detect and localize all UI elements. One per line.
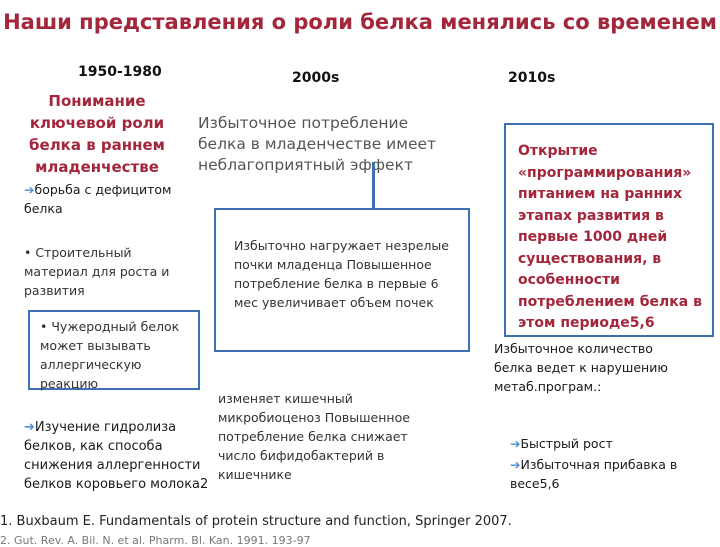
col2-heading: Избыточное потребление белка в младенчестве имеет неблагоприятный эффект (198, 114, 437, 174)
page-title: Наши представления о роли белка менялись со временем (3, 10, 717, 34)
col3-box-text: Открытие «программирования» питанием на ранних этапах развития в первые 1000 дней существования, в особенности потреблением белка в этом периоде5,6 (518, 143, 702, 331)
col3-item2 (510, 455, 690, 493)
era-2000s: 2000s (292, 70, 340, 86)
arrow-icon: ➔ (510, 436, 521, 451)
era-1950-1980: 1950-1980 (78, 64, 162, 80)
col3-programming-box (504, 123, 714, 337)
col2-text2: изменяет кишечный микробиоценоз Повышенное потребление белка снижает число бифидобактерий в кишечнике (218, 391, 410, 482)
col1-point1-text: борьба с дефицитом белка (24, 182, 172, 216)
col3-item2-text: Избыточная прибавка в весе5,6 (510, 457, 678, 491)
col1-point4 (24, 418, 214, 494)
col3-item1-text: Быстрый рост (520, 436, 613, 451)
col1-heading: Понимание ключевой роли белка в раннем младенчестве (29, 92, 165, 176)
arrow-icon: ➔ (24, 182, 35, 197)
col1-allergy-box (28, 310, 200, 390)
col3-text2: Избыточное количество белка ведет к нарушению метаб.програм.: (494, 341, 668, 394)
col2-box-text: Избыточно нагружает незрелые почки младенца Повышенное потребление белка в первые 6 мес увеличивает объем почек (234, 238, 449, 310)
col1-point2: • Строительный материал для роста и развития (24, 245, 170, 298)
col1-point3: • Чужеродный белок может вызывать аллергическую реакцию (40, 319, 180, 391)
era-2010s: 2010s (508, 70, 556, 86)
col1-point4-text: Изучение гидролиза белков, как способа снижения аллергенности белков коровьего молока2 (24, 420, 209, 492)
col2-kidney-box (214, 208, 470, 352)
connector-line (372, 162, 375, 210)
col1-point1 (24, 180, 174, 218)
col3-item1 (510, 434, 690, 453)
arrow-icon: ➔ (24, 420, 35, 435)
arrow-icon: ➔ (510, 457, 521, 472)
footnote-2: 2. Gut. Rev. A. Bil. N. et al. Pharm. Bl. Kan. 1991. 193-97 (0, 534, 311, 547)
footnote: 1. Buxbaum E. Fundamentals of protein structure and function, Springer 2007. (0, 514, 512, 529)
